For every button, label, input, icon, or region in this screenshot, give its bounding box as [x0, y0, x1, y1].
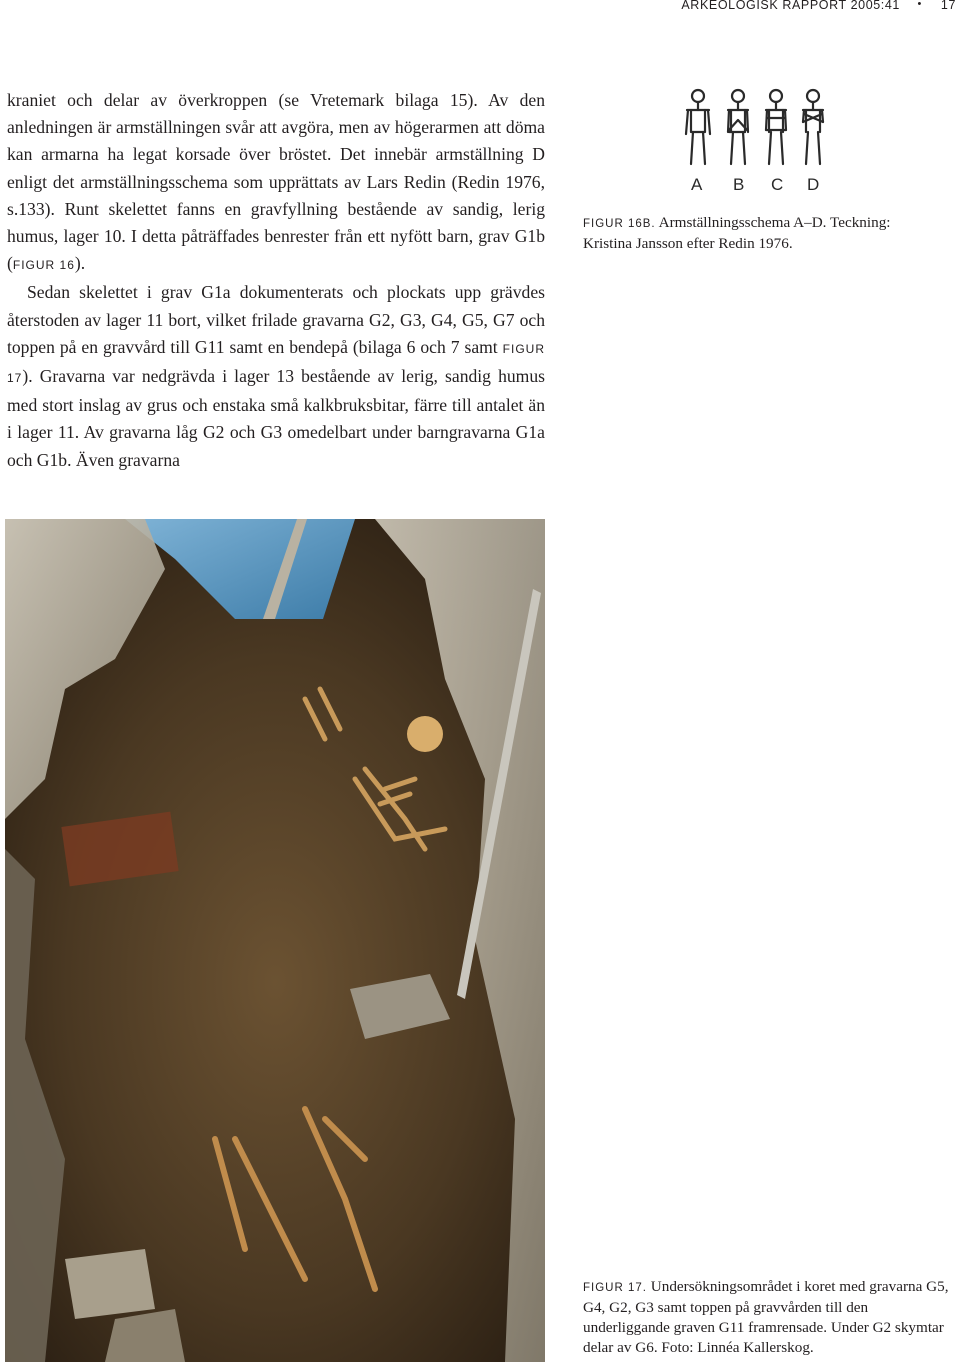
stick-figure-c	[766, 90, 786, 164]
arm-position-scheme-drawing	[676, 86, 828, 196]
letter-b: B	[733, 175, 745, 194]
letter-a: A	[691, 175, 703, 194]
stick-figure-a	[686, 90, 710, 164]
paragraph-2-text: Sedan skelettet i grav G1a dokumenterats och plockats upp grävdes återstoden av lager 11 bort, vilket frilade gravarna G2, G3, G4, G5, G7 och toppen på en gravvård till G11 samt en bendepå (bilaga 6 och 7 samt	[7, 282, 545, 357]
page-number: 17	[940, 0, 956, 12]
letter-c: C	[771, 175, 784, 194]
body-text	[7, 87, 545, 474]
stone-bottom-left	[65, 1249, 155, 1319]
journal-title: ARKEOLOGISK RAPPORT 2005:41	[681, 0, 900, 12]
header-bullet: •	[917, 0, 922, 10]
figure-16-caption	[583, 213, 943, 254]
figure-17-reference: FIGUR 17	[7, 341, 545, 386]
excavation-photo	[5, 519, 545, 1362]
stick-figure-d	[803, 90, 823, 164]
figure-16-label: FIGUR 16B.	[583, 218, 656, 230]
skull	[407, 716, 443, 752]
paragraph-1	[7, 87, 545, 279]
figure-16-reference: FIGUR 16	[12, 258, 75, 273]
paragraph-2	[7, 279, 545, 473]
paragraph-1-text: kraniet och delar av överkroppen (se Vretemark bilaga 15). Av den anledningen är armställningen svår att avgöra, men av högerarmen att döma kan armarna ha legat korsade över bröstet. Det innebär armställning D enligt det armställningsschema som upprättats av Lars Redin (Redin 1976, s.133). Runt skelettet fanns en gravfyllning bestående av sandig, lerig humus, lager 10. I detta påträffades benrester från ett nyfött barn, grav G1b (	[7, 90, 545, 274]
stick-figure-b	[728, 90, 748, 164]
letter-d: D	[807, 175, 820, 194]
figure-16-caption-text: Armställningsschema A–D. Teckning: Kristina Jansson efter Redin 1976.	[583, 214, 891, 252]
running-head	[0, 0, 960, 14]
figure-17-label: FIGUR 17.	[583, 1282, 647, 1294]
figure-17-caption-text: Undersökningsområdet i koret med gravarna G5, G4, G2, G3 samt toppen på gravvården till den underliggande graven G11 framrensade. Under G2 skymtar delar av G6. Foto: Linnéa Kallerskog.	[583, 1278, 949, 1356]
figure-17-caption	[583, 1277, 955, 1358]
paragraph-1-end: ).	[74, 253, 86, 274]
paragraph-2-end: ). Gravarna var nedgrävda i lager 13 bestående av lerig, sandig humus med stort inslag av grus och enstaka små kalkbruksbitar, färre till antalet än i lager 11. Av gravarna låg G2 och G3 omedelbart under barngravarna G1a och G1b. Även gravarna	[7, 366, 545, 470]
